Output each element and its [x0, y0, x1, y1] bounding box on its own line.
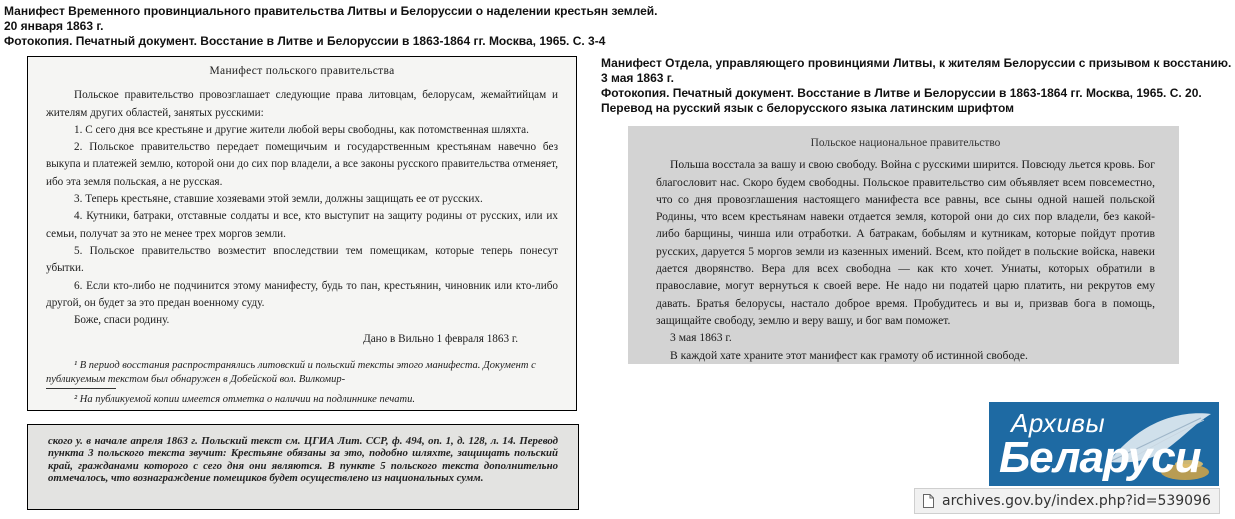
right-caption-source: Фотокопия. Печатный документ. Восстание в Литве и Белоруссии в 1863-1864 гг. Москва, 1965. С. 20.	[601, 86, 1202, 100]
url-bar[interactable]	[914, 488, 1220, 514]
right-caption-translation-note: Перевод на русский язык с белорусского языка латинским шрифтом	[601, 101, 1015, 115]
archives-belarus-logo[interactable]	[989, 402, 1219, 486]
doc1-paragraph: 4. Кутники, батраки, отставные солдаты и все, кто выступит на защиту родины от русских, или их семьи, получат за это не менее трех моргов земли.	[46, 210, 558, 240]
footnote-continuation-scan	[27, 424, 579, 510]
logo-line1: Архивы	[1011, 408, 1106, 438]
page-icon	[923, 494, 934, 508]
doc3-body: Польша восстала за вашу и свою свободу. Война с русскими ширится. Повсюду льется кровь. Бог благословит нас. Скоро будем свободны. Польское правительство сим объявляет всем повсеместно, что со дня провозглашения настоящего манифеста все равны, все сыны одной нашей польской Родины, что всем крестьянам навеки отдается земля, которой они до сих пор владели, без какой-либо барщины, чинша или отработки. А батракам, бобылям и кутникам, которые пойдут против русских, даруется 5 моргов земли из казенных имений. Всем, кто пойдет в польские войска, навеки дается дворянство. Вера для всех свободна — как кто хочет. Униаты, которых обратили в православие, могут вернуться к своей вере. Не надо ни податей царю платить, ни рекрутов ему давать. Братья белорусы, настало доброе время. Пробудитесь и вы и, призвав бога в помощь, защищайте свободу, землю и веру вашу, и бог вам поможет.	[656, 158, 1155, 327]
doc1-paragraph: 3. Теперь крестьяне, ставшие хозяевами этой земли, должны защищать ее от русских.	[74, 193, 483, 206]
doc3-date: 3 мая 1863 г.	[670, 331, 732, 345]
doc1-paragraph: 6. Если кто-либо не подчинится этому манифесту, будь то пан, крестьянин, чиновник или кто-либо другой, он будет за это предан военному суду.	[46, 279, 558, 309]
right-caption	[601, 56, 1231, 116]
doc3-closing: В каждой хате храните этот манифест как грамоту об истинной свободе.	[670, 348, 1028, 362]
manifesto-scan-right	[628, 126, 1179, 364]
doc1-paragraph: Польское правительство провозглашает следующие права литовцам, белорусам, жемайтийцам и жителям других областей, занятых русскими:	[46, 89, 558, 119]
doc1-signature: Дано в Вильно 1 февраля 1863 г.	[363, 333, 518, 346]
left-caption-title: Манифест Временного провинциального правительства Литвы и Белоруссии о наделении крестьян землей.	[4, 4, 658, 18]
doc2-text: ского у. в начале апреля 1863 г. Польский текст см. ЦГИА Лит. ССР, ф. 494, оп. 1, д. 128, л. 14. Перевод пункта 3 польского текста звучит: Крестьяне обязаны за это, подобно шляхте, защищать польский край, гражданами которого с сего дня они являются. В пункте 5 польского текста дополнительно отмечалось, что вознаграждение помещиков будет осуществлено из национальных сумм.	[48, 435, 558, 485]
left-caption-date: 20 января 1863 г.	[4, 19, 104, 33]
doc1-footnote: ² На публикуемой копии имеется отметка о наличии на подлиннике печати.	[74, 393, 415, 405]
doc1-paragraph: 2. Польское правительство передает помещичьим и государственным крестьянам навечно без выкупа и платежей землю, которой они до сих пор владели, а все законы русского правительства отменяет, ибо эта земля польская, а не русская.	[46, 141, 558, 188]
right-caption-date: 3 мая 1863 г.	[601, 71, 674, 85]
doc1-paragraph: 5. Польское правительство возместит впоследствии тем помещикам, которые теперь понесут убытки.	[46, 244, 558, 275]
doc1-footnote: ¹ В период восстания распространялись литовский и польский тексты этого манифеста. Документ с публикуемым текстом был обнаружен в Добейской вол. Вилкомир-	[46, 359, 536, 385]
url-text[interactable]: archives.gov.by/index.php?id=539096	[942, 493, 1211, 509]
right-caption-title: Манифест Отдела, управляющего провинциями Литвы, к жителям Белоруссии с призывом к восстанию.	[601, 56, 1232, 70]
footnote-divider	[46, 388, 116, 389]
left-caption-source: Фотокопия. Печатный документ. Восстание в Литве и Белоруссии в 1863-1864 гг. Москва, 1965. С. 3-4	[4, 34, 606, 48]
left-caption	[4, 4, 658, 49]
doc1-paragraph: Боже, спаси родину.	[74, 314, 170, 327]
doc1-paragraph: 1. С сего дня все крестьяне и другие жители любой веры свободны, как потомственная шляхта.	[74, 123, 529, 136]
manifesto-scan-left	[27, 56, 577, 411]
logo-line2: Беларуси	[999, 433, 1201, 482]
doc3-title: Польское национальное правительство	[810, 137, 1001, 149]
doc1-title: Манифест польского правительства	[209, 65, 395, 77]
